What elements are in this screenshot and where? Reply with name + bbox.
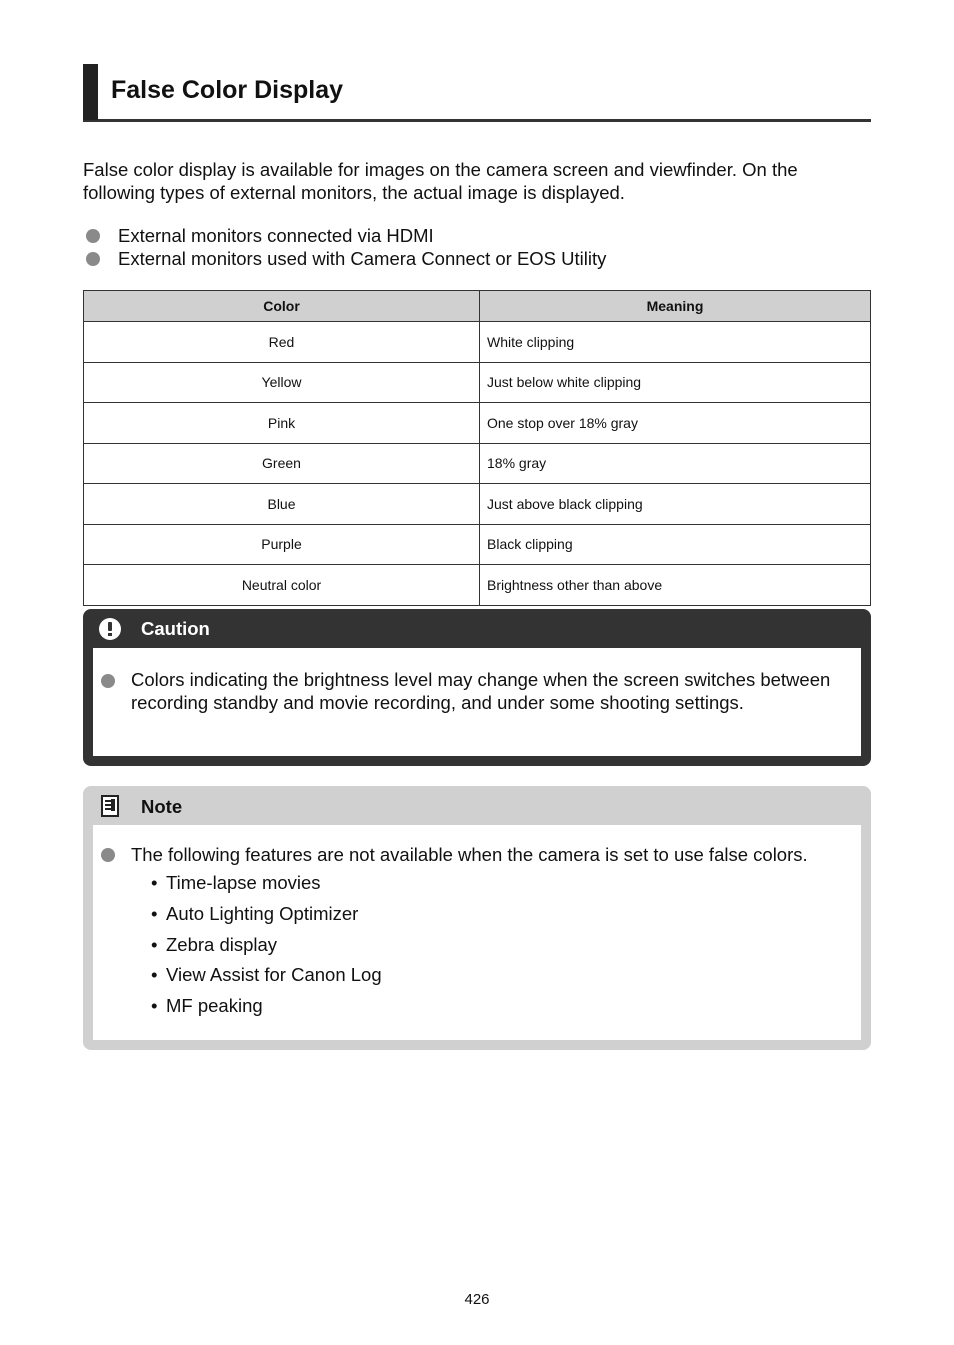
table-row [84, 565, 871, 606]
bullet-dot-icon [86, 229, 100, 243]
color-cell: Purple [84, 524, 480, 565]
meaning-cell: White clipping [480, 322, 871, 363]
bullet-icon: • [151, 872, 158, 893]
section-title-block [83, 64, 871, 122]
table-row [84, 362, 871, 403]
color-cell: Pink [84, 403, 480, 444]
caution-box [83, 609, 871, 766]
page-title: False Color Display [111, 76, 344, 104]
meaning-cell: Just above black clipping [480, 484, 871, 525]
caution-header [83, 609, 871, 647]
table-row [84, 524, 871, 565]
note-text: The following features are not available when the camera is set to use false colors. [131, 844, 808, 865]
bullet-icon: • [151, 995, 158, 1017]
false-color-table [83, 290, 871, 606]
list-item-text: External monitors connected via HDMI [118, 225, 434, 246]
table-row [84, 443, 871, 484]
note-icon [101, 795, 119, 817]
table-row [84, 403, 871, 444]
caution-body [93, 648, 861, 756]
color-cell: Yellow [84, 362, 480, 403]
title-accent-bar [83, 64, 98, 120]
bullet-icon: • [151, 933, 158, 955]
column-header-meaning: Meaning [480, 291, 871, 322]
note-box [83, 786, 871, 1050]
column-header-color: Color [84, 291, 480, 322]
page-number: 426 [464, 1291, 490, 1308]
color-cell: Red [84, 322, 480, 363]
list-item-text: External monitors used with Camera Connect or EOS Utility [118, 248, 607, 269]
table-header-row [84, 291, 871, 322]
meaning-cell: One stop over 18% gray [480, 403, 871, 444]
bullet-icon: • [151, 964, 158, 986]
meaning-cell: Black clipping [480, 524, 871, 565]
list-item-text: Time-lapse movies [166, 872, 321, 893]
meaning-cell: Brightness other than above [480, 565, 871, 606]
table-row [84, 484, 871, 525]
monitor-list [83, 224, 873, 270]
note-label: Note [141, 796, 183, 817]
list-item-text: Zebra display [166, 933, 278, 955]
note-body [93, 825, 861, 1040]
intro-paragraph: False color display is available for images on the camera screen and viewfinder. On the following types of external monitors, the actual image is displayed. [83, 159, 798, 203]
color-cell: Green [84, 443, 480, 484]
bullet-dot-icon [101, 848, 115, 862]
list-item [83, 247, 873, 270]
meaning-cell: Just below white clipping [480, 362, 871, 403]
bullet-dot-icon [101, 674, 115, 688]
list-item-text: View Assist for Canon Log [166, 964, 382, 986]
list-item-text: MF peaking [166, 995, 263, 1017]
caution-label: Caution [141, 618, 210, 639]
caution-icon [99, 618, 121, 640]
bullet-dot-icon [86, 252, 100, 266]
table-row [84, 322, 871, 363]
caution-text: Colors indicating the brightness level may change when the screen switches between recording standby and movie recording, and under some shooting settings. [131, 669, 831, 713]
color-cell: Blue [84, 484, 480, 525]
list-item-text: Auto Lighting Optimizer [166, 902, 359, 924]
list-item [83, 224, 873, 247]
bullet-icon: • [151, 902, 158, 924]
meaning-cell: 18% gray [480, 443, 871, 484]
color-cell: Neutral color [84, 565, 480, 606]
